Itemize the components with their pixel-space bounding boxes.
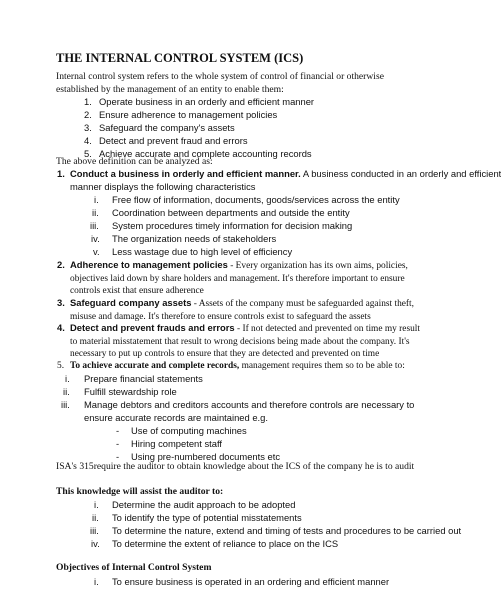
point-1-text [70,168,501,181]
roman-number: ii. [92,207,99,218]
roman-number: i. [94,576,99,587]
sub-item-text: Manage debtors and creditors accounts and therefore controls are necessary to ensure accurate records are maintained e.g. [84,399,415,423]
roman-number: i. [94,499,99,510]
point-4-heading: Detect and prevent frauds and errors [70,322,235,333]
roman-number: i. [65,373,70,384]
item-text: Detect and prevent fraud and errors [99,135,248,146]
point-3-heading: Safeguard company assets [70,297,192,308]
objective-item-text: To ensure business is operated in an ordering and efficient manner [112,576,390,587]
point-number: 2. [57,259,65,270]
analysis-intro: The above definition can be analyzed as: [56,156,213,167]
sub-item-text: Coordination between departments and outside the entity [112,207,350,218]
item-number: 1. [84,96,92,107]
roman-number: iv. [91,233,100,244]
point-1-body-cont: manner displays the following characteristics [70,181,256,192]
point-number: 4. [57,322,65,333]
point-4-paragraph [70,322,426,361]
roman-number: i. [94,194,99,205]
point-4-body: - If not detected and prevented on time my result to material misstatement that result to wrong decisions being made about the company. It's necessary to put up controls to ensure that they are detected and prevented on time [70,324,420,360]
assist-item-text: Determine the audit approach to be adopted [112,499,296,510]
dash-marker: - [116,438,120,449]
sub-item-text: Prepare financial statements [84,373,203,384]
dash-text: Hiring competent staff [131,438,223,449]
assist-item-text: To determine the nature, extend and timing of tests and procedures to be carried out [112,525,462,536]
intro-paragraph: Internal control system refers to the whole system of control of financial or otherwise established by the management of an entity to enable them: [56,71,384,95]
point-1-body: A business conducted in an orderly and efficient [302,168,501,179]
roman-number: ii. [63,386,70,397]
page-title: THE INTERNAL CONTROL SYSTEM (ICS) [56,51,304,65]
assist-item-text: To identify the type of potential misstatements [112,512,302,523]
assist-heading: This knowledge will assist the auditor to: [56,486,224,497]
dash-marker: - [116,451,120,462]
point-2-heading: Adherence to management policies [70,259,228,270]
sub-item-text: System procedures timely information for decision making [112,220,353,231]
item-text: Operate business in an orderly and efficient manner [99,96,315,107]
point-5-body: management requires them so to be able to: [239,361,405,371]
item-number: 2. [84,109,92,120]
point-2-body: - Every organization has its own aims, policies, objectives laid down by share holders and management. It's therefore important to ensure controls exist that ensure adherence [70,261,408,297]
sub-item-text: Free flow of information, documents, goods/services across the entity [112,194,400,205]
roman-number: ii. [92,512,99,523]
isa-paragraph: ISA's 315require the auditor to obtain knowledge about the ICS of the company he is to audit [56,461,415,472]
point-number: 5. [57,361,65,371]
assist-item-text: To determine the extent of reliance to place on the ICS [112,538,339,549]
point-number: 1. [57,168,65,179]
roman-number: iii. [90,220,99,231]
roman-number: v. [93,246,100,257]
roman-number: iii. [90,525,99,536]
item-text: Safeguard the company's assets [99,122,235,133]
roman-number: iii. [61,399,70,410]
item-number: 3. [84,122,92,133]
point-5-heading: To achieve accurate and complete records, [70,361,240,371]
dash-text: Using pre-numbered documents etc [131,451,281,462]
dash-text: Use of computing machines [131,425,247,436]
item-number: 4. [84,135,92,146]
item-text: Achieve accurate and complete accounting records [99,148,312,159]
point-number: 3. [57,297,65,308]
sub-item-text: Less wastage due to high level of efficiency [112,246,293,257]
point-1-heading: Conduct a business in orderly and efficient manner. [70,168,301,179]
sub-item-text: Fulfill stewardship role [84,386,177,397]
sub-item-text: The organization needs of stakeholders [112,233,277,244]
roman-number: iv. [91,538,100,549]
point-3-paragraph [70,297,426,323]
dash-marker: - [116,425,120,436]
item-number: 5. [84,148,92,159]
item-text: Ensure adherence to management policies [99,109,278,120]
point-3-body: - Assets of the company must be safeguarded against theft, misuse and damage. It's therefore to ensure controls exist to safeguard the assets [70,299,415,322]
objectives-heading: Objectives of Internal Control System [56,562,212,573]
point-2-paragraph [70,259,426,298]
